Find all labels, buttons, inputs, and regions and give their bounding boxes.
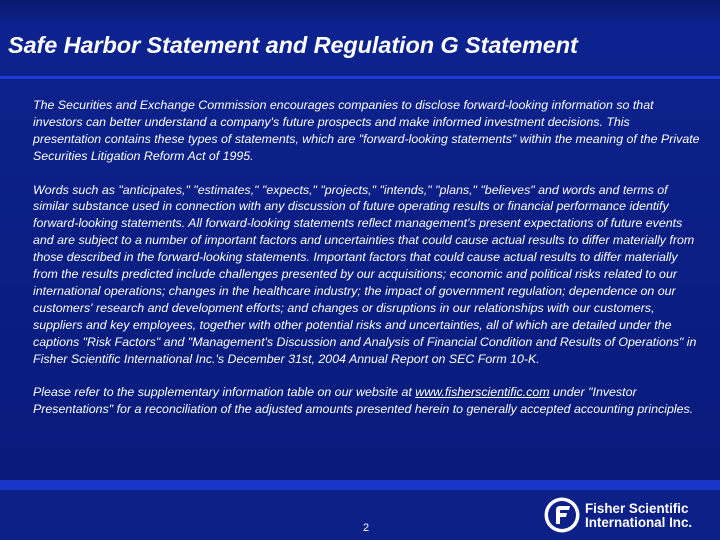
website-link[interactable]: www.fisherscientific.com (415, 385, 550, 400)
logo-line-2: International Inc. (585, 515, 693, 530)
paragraph-risk-factors: Words such as "anticipates," "estimates," "expects," "projects," "intends," "plans," "believes" and words and terms of similar substance used in connection with any discussion of future operating results or financial performance identify forward-looking statements. All forward-looking statements reflect management's present expectations of future events and are subject to a number of important factors and uncertainties that could cause actual results to differ materially from those described in the forward-looking statements. Important factors that could cause actual results to differ materially from the results predicted include challenges presented by our acquisitions; economic and political risks related to our international operations; changes in the healthcare industry; the impact of government regulation; dependence on our customers' research and development efforts; and changes or disruptions in our relationships with our customers, suppliers and key employees, together with other potential risks and uncertainties, all of which are detailed under the captions "Risk Factors" and "Management's Discussion and Analysis of Financial Condition and Results of Operations" in Fisher Scientific International Inc.'s December 31st, 2004 Annual Report on SEC Form 10-K. (33, 182, 697, 366)
fisher-f-logo-icon (543, 496, 581, 534)
paragraph3-text-end: under "Investor Presentations" for a reconciliation of the adjusted amounts presented herein to generally accepted accounting principles. (33, 385, 694, 417)
logo-line-1: Fisher Scientific (585, 501, 689, 516)
paragraph-forward-looking: The Securities and Exchange Commission encourages companies to disclose forward-looking information so that investors can better understand a company's future prospects and make informed investment decisions. This presentation contains these types of statements, which are "forward-looking statements" within the meaning of the Private Securities Litigation Reform Act of 1995. (33, 98, 700, 163)
bottom-band (0, 480, 720, 490)
page-number: 2 (362, 522, 370, 534)
slide-title: Safe Harbor Statement and Regulation G Statement (8, 32, 578, 58)
logo-wordmark (585, 502, 715, 530)
slide-body (33, 97, 701, 435)
title-divider (0, 76, 720, 79)
top-band (0, 0, 720, 28)
paragraph3-text-start: Please refer to the supplementary information table on our website at (33, 385, 416, 400)
company-logo (543, 493, 715, 537)
paragraph-supplementary (33, 384, 701, 418)
